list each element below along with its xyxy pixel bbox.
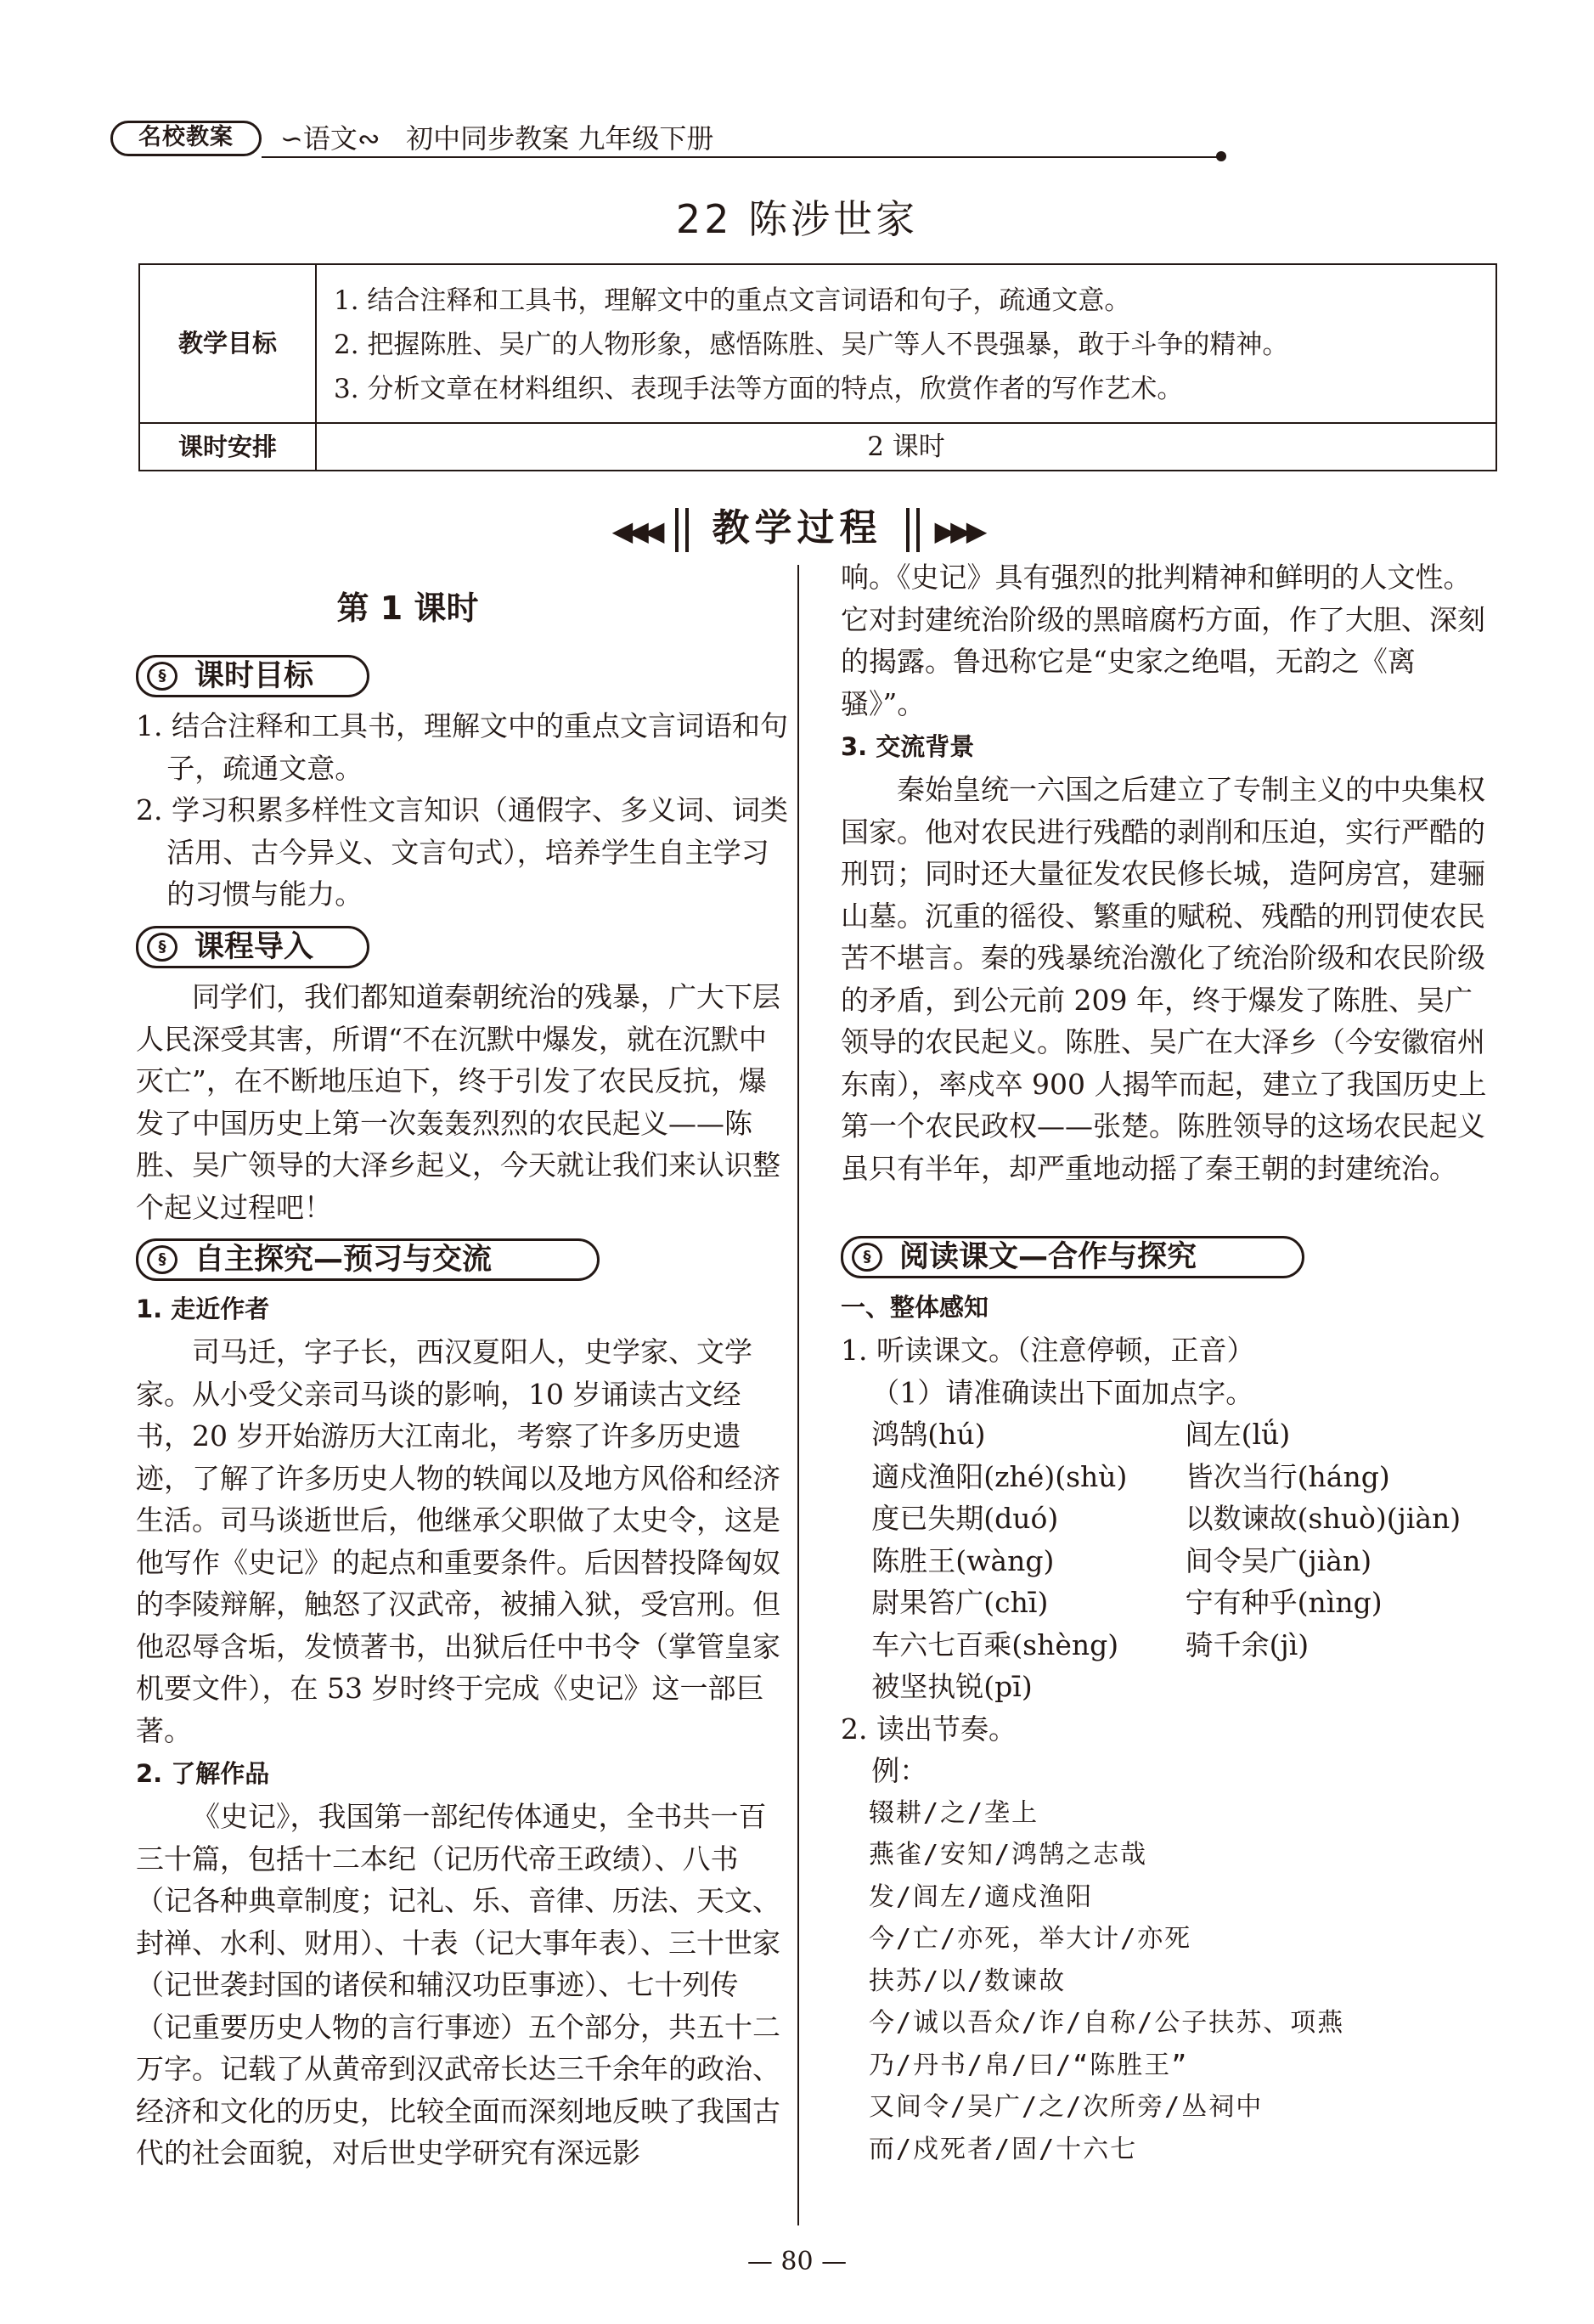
section-heading-reading <box>841 1236 1304 1278</box>
period-title: 第 1 课时 <box>336 589 479 627</box>
header-subject: ∽语文∾ <box>280 122 380 155</box>
pinyin-list <box>841 1413 1499 1708</box>
right-column-top <box>841 556 1499 1189</box>
pinyin-item: 度已失期(duó) <box>871 1502 1059 1535</box>
background-text: 秦始皇统一六国之后建立了专制主义的中央集权国家。他对农民进行残酷的剥削和压迫，实行严酷的刑罚；同时还大量征发农民修长城，造阿房宫，建骊山墓。沉重的徭役、繁重的赋税、残酷的刑罚使农民苦不堪言。秦的残暴统治激化了统治阶级和农民阶级的矛盾，到公元前 209 年，终于爆发了陈胜、吴广领导的农民起义。陈胜、吴广在大泽乡（今安徽宿州东南），率戍卒 900 人揭竿而起，建立了我国历史上第一个农民政权——张楚。陈胜领导的这场农民起义虽只有半年，却严重地动摇了秦王朝的封建统治。 <box>841 773 1487 1185</box>
rhythm-line: 又间令/吴广/之/次所旁/丛祠中 <box>869 2092 1264 2122</box>
author-text: 司马迁，字子长，西汉夏阳人，史学家、文学家。从小受父亲司马谈的影响，10 岁诵读古文经书，20 岁开始游历大江南北，考察了许多历史遗迹，了解了许多历史人物的轶闻以及地方风俗和经济生活。司马谈逝世后，他继承父职做了太史令，这是他写作《史记》的起点和重要条件。后因替投降匈奴的李陵辩解，触怒了汉武帝，被捕入狱，受宫刑。但他忍辱含垢，发愤著书，出狱后任中书令（掌管皇家机要文件），在 53 岁时终于完成《史记》这一部巨著。 <box>136 1335 780 1747</box>
goal-label: 教学目标 <box>140 265 317 422</box>
pinyin-item: 皆次当行(háng) <box>1185 1459 1390 1493</box>
publisher-logo: 名校教案 <box>110 121 262 156</box>
banner-bar <box>675 508 679 552</box>
section-label: 课程导入 <box>194 930 314 964</box>
goal-list <box>136 705 790 916</box>
section-heading-goals <box>136 655 369 697</box>
pinyin-item: 鸿鹄(hú) <box>871 1418 986 1451</box>
pinyin-item: 闾左(lǘ) <box>1185 1418 1291 1451</box>
listen-sub: （1）请准确读出下面加点字。 <box>871 1375 1254 1409</box>
intro-text: 同学们，我们都知道秦朝统治的残暴，广大下层人民深受其害，所谓“不在沉默中爆发，就在沉默中灭亡”，在不断地压迫下，终于引发了农民反抗，爆发了中国历史上第一次轰轰烈烈的农民起义——陈胜、吴广领导的大泽乡起义，今天就让我们来认识整个起义过程吧！ <box>136 980 780 1224</box>
author-heading: 1. 走近作者 <box>136 1295 270 1323</box>
pinyin-item: 间令吴广(jiàn) <box>1185 1543 1372 1577</box>
header-rule <box>262 156 1221 158</box>
goal-item-2: 2. 把握陈胜、吴广的人物形象，感悟陈胜、吴广等人不畏强暴，敢于斗争的精神。 <box>334 330 1289 360</box>
background-heading: 3. 交流背景 <box>841 732 975 761</box>
banner-bar <box>906 508 910 552</box>
pinyin-item: 以数谏故(shuò)(jiàn) <box>1185 1502 1462 1535</box>
work-text-continued: 响。《史记》具有强烈的批判精神和鲜明的人文性。它对封建统治阶级的黑暗腐朽方面，作了大胆、深刻的揭露。鲁迅称它是“史家之绝唱，无韵之《离骚》”。 <box>841 561 1485 720</box>
header-text <box>280 119 713 158</box>
section-heading-explore <box>136 1238 600 1281</box>
schedule-label: 课时安排 <box>140 424 317 470</box>
section-icon: § <box>147 1245 177 1274</box>
pinyin-item: 被坚执锐(pī) <box>871 1670 1033 1703</box>
process-banner <box>0 497 1594 552</box>
work-heading: 2. 了解作品 <box>136 1759 270 1788</box>
reading-body <box>841 1285 1499 2170</box>
pinyin-item: 车六七百乘(shèng) <box>871 1627 1119 1661</box>
running-header <box>110 119 1112 160</box>
pinyin-item: 骑千余(jì) <box>1185 1627 1310 1661</box>
rhythm-line: 而/戍死者/固/十六七 <box>869 2134 1138 2164</box>
pinyin-item: 適戍渔阳(zhé)(shù) <box>871 1459 1128 1493</box>
objectives-table <box>138 263 1497 471</box>
rhythm-line: 发/闾左/適戍渔阳 <box>869 1881 1094 1912</box>
banner-bar <box>685 508 689 552</box>
column-divider <box>797 565 799 2225</box>
rhythm-list <box>841 1792 1499 2171</box>
banner-label: 教学过程 <box>712 506 882 550</box>
left-column <box>136 586 790 630</box>
rhythm-example-label: 例： <box>871 1754 928 1787</box>
explore-body <box>136 1287 790 2175</box>
rhythm-line: 乃/丹书/帛/曰/“陈胜王” <box>869 2050 1189 2080</box>
section-label: 阅读课文—合作与探究 <box>899 1240 1197 1274</box>
pinyin-item: 陈胜王(wàng) <box>871 1543 1055 1577</box>
rhythm-line: 燕雀/安知/鸿鹄之志哉 <box>869 1840 1148 1870</box>
section-heading-intro <box>136 926 369 968</box>
schedule-value: 2 课时 <box>867 432 945 462</box>
section-label: 自主探究—预习与交流 <box>194 1243 493 1277</box>
goal-list-item: 2. 学习积累多样性文言知识（通假字、多义词、词类活用、古今异义、文言句式），培养学生自主学习的习惯与能力。 <box>136 793 788 911</box>
section-icon: § <box>852 1243 882 1272</box>
section-icon: § <box>147 933 177 962</box>
banner-right-arrows-icon: ▶▶▶ <box>934 515 983 547</box>
banner-left-arrows-icon: ◀◀◀ <box>611 515 660 547</box>
page-number: — 80 — <box>746 2247 848 2276</box>
goal-list-item: 1. 结合注释和工具书，理解文中的重点文言词语和句子，疏通文意。 <box>136 709 788 785</box>
part-heading: 一、整体感知 <box>841 1293 989 1322</box>
header-series: 初中同步教案 九年级下册 <box>406 122 714 155</box>
work-text: 《史记》，我国第一部纪传体通史，全书共一百三十篇，包括十二本纪（记历代帝王政绩）、八书（记各种典章制度；记礼、乐、音律、历法、天文、封禅、水利、财用）、十表（记大事年表）、三十世家（记世袭封国的诸侯和辅汉功臣事迹）、七十列传（记重要历史人物的言行事迹）五个部分，共五十二万字。记载了从黄帝到汉武帝长达三千余年的政治、经济和文化的历史，比较全面而深刻地反映了我国古代的社会面貌，对后世史学研究有深远影 <box>136 1800 780 2169</box>
banner-bar <box>916 508 920 552</box>
rhythm-line: 辍耕/之/垄上 <box>869 1797 1039 1828</box>
section-label: 课时目标 <box>194 659 314 693</box>
header-rule-dot <box>1216 151 1226 161</box>
pinyin-item: 宁有种乎(nìng) <box>1185 1586 1383 1619</box>
rhythm-item: 2. 读出节奏。 <box>841 1712 1017 1746</box>
goal-item-1: 1. 结合注释和工具书，理解文中的重点文言词语和句子，疏通文意。 <box>334 285 1131 316</box>
rhythm-line: 扶苏/以/数谏故 <box>869 1966 1067 1996</box>
rhythm-line: 今/诚以吾众/诈/自称/公子扶苏、项燕 <box>869 2008 1345 2038</box>
listen-item: 1. 听读课文。（注意停顿，正音） <box>841 1334 1255 1367</box>
intro-paragraph <box>136 976 790 1228</box>
section-icon: § <box>147 662 177 691</box>
goal-item-3: 3. 分析文章在材料组织、表现手法等方面的特点，欣赏作者的写作艺术。 <box>334 374 1184 404</box>
pinyin-item <box>1186 1666 1499 1708</box>
lesson-title: 22 陈涉世家 <box>675 196 919 242</box>
rhythm-line: 今/亡/亦死，举大计/亦死 <box>869 1924 1192 1954</box>
pinyin-item: 尉果笞广(chī) <box>871 1586 1049 1619</box>
